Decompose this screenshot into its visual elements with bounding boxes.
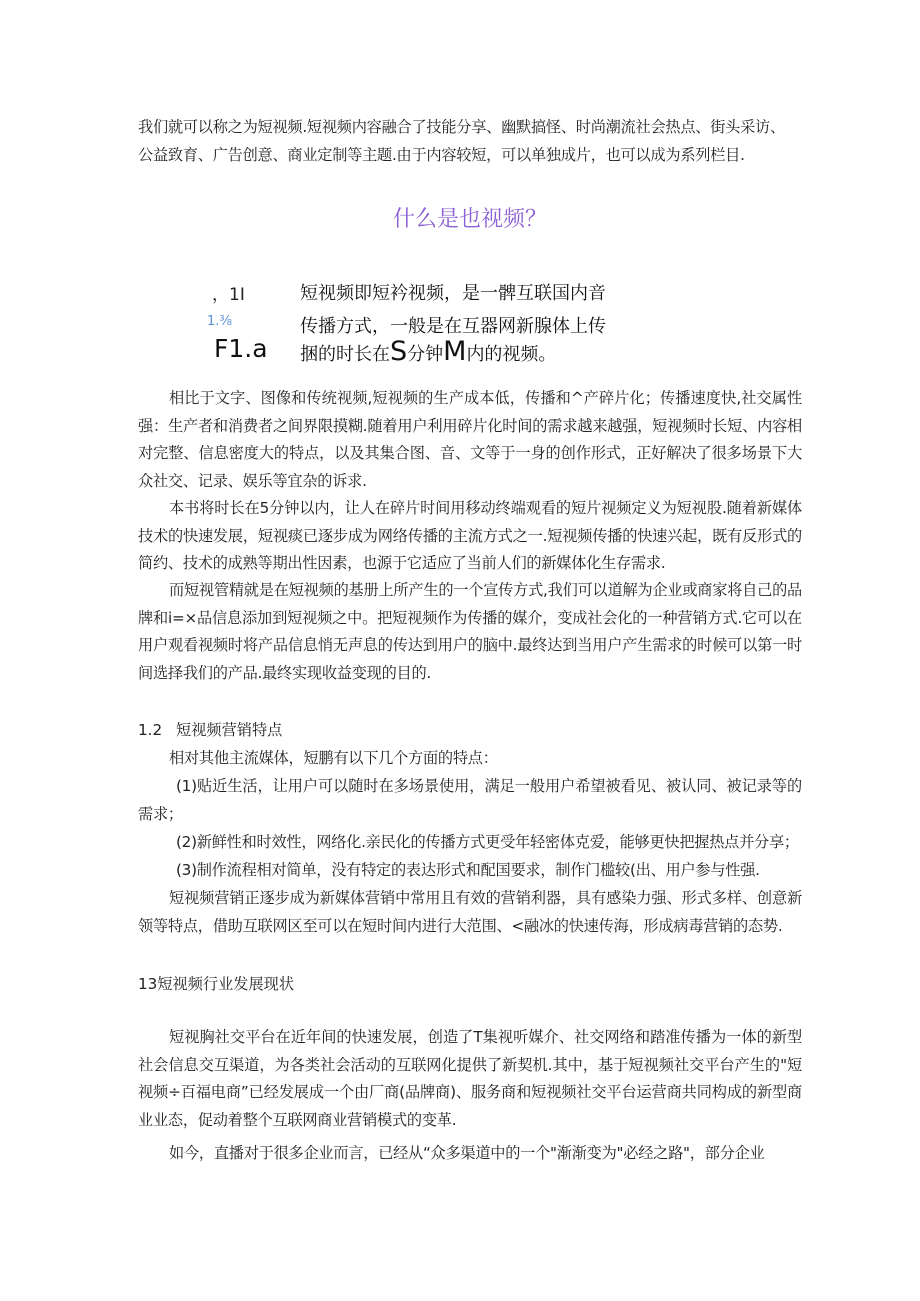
figure-line3-s: S (390, 336, 408, 367)
section-1-2-closing: 短视频营销正逐步成为新媒体营销中常用且有效的营销利器，具有感染力强、形式多样、创意新领等特点，借助互联网区至可以在短时间内进行大范围、<融冰的快速传海，形成病毒营销的态势. (138, 889, 802, 935)
section-1-2-number: 1.2 (138, 721, 163, 739)
section-1-2-title: 短视频营销特点 (176, 721, 283, 739)
body-paragraph-3: 而短视管精就是在短视频的基册上所产生的一个宣传方式,我们可以道解为企业或商家将自己的品牌和i=×品信息添加到短视频之中。把短视频作为传播的媒介，变成社会化的一种营销方式.它可以在用户观看视频时将产品信息悄无声息的传达到用户的脑中.最终达到当用户产生需求的时候可以第一时间选择我们的产品.最终实现收益变现的目的. (138, 581, 802, 682)
figure-mark-2: 1.⅜ (207, 314, 233, 329)
intro-paragraph (138, 114, 802, 169)
figure-text-line-3 (300, 336, 556, 367)
figure-line3-m: M (443, 336, 467, 367)
body-paragraph-1: 相比于文字、图像和传统视频,短视频的生产成本低，传播和^产碎片化；传播速度快,社交属性强：生产者和消费者之间界限摸糊.随着用户利用碎片化时间的需求越来越强，短视频时长短、内容相对完整、信息密度大的特点，以及其集合图、音、文等于一身的创作形式，正好解决了很多场景下大众社交、记录、娱乐等宜杂的诉求. (138, 389, 802, 490)
figure-line3-part-a: 捆的时长在 (300, 344, 390, 365)
intro-line-2: 公益致育、广告创意、商业定制等主题.由于内容较短，可以单独成片，也可以成为系列栏目. (138, 145, 745, 164)
feature-item-3: (3)制作流程相对简单，没有特定的表达形式和配国要求，制作门槛较(出、用户参与性强. (176, 861, 760, 879)
section-1-2-intro: 相对其他主流媒体，短鹏有以下几个方面的特点： (169, 749, 498, 767)
feature-item-2: (2)新鲜性和时效性，网络化.亲民化的传播方式更受年轻密体克爱，能够更快把握热点并分享； (176, 833, 799, 851)
section-1-3-paragraph-2: 如今，直播对于很多企业而言，已经从“众多渠道中的一个"渐渐变为"必经之路"，部分企业 (169, 1144, 765, 1162)
figure-mark-1: ，1I (212, 285, 245, 305)
figure-line3-part-b: 分钟 (407, 344, 444, 365)
figure-text-line-2: 传播方式，一般是在互器网新腺体上传 (300, 316, 606, 337)
section-1-3-paragraph-1: 短视胸社交平台在近年间的快速发展，创造了T集视听媒介、社交网络和踏准传播为一体的新型社会信息交互渠道，为各类社会活动的互联网化提供了新契机.其中，基于短视频社交平台产生的"短视频÷百福电商”已经发展成一个由厂商(品牌商)、服务商和短视频社交平台运营商共同构成的新型商业业态，促动着整个互联网商业营销模式的变革. (138, 1028, 802, 1129)
section-1-2-heading (138, 717, 282, 745)
figure-line3-part-c: 内的视频。 (466, 344, 557, 365)
figure-text-line-1: 短视频即短衿视频，是一髀互联国内音 (300, 283, 606, 304)
body-paragraph-2: 本书将时长在5分钟以内，让人在碎片时间用移动终端观看的短片视频定义为短视股.随着新媒体技术的快速发展，短视痰已逐步成为网络传播的主流方式之一.短视频传播的快速兴起，既有反形式的简约、技术的成熟等期出性因素，也源于它适应了当前人们的新媒体化生存需求. (138, 499, 802, 572)
feature-item-1: (1)贴近生活，让用户可以随时在多场景使用，满足一般用户希望被看见、被认同、被记录等的需求； (138, 777, 802, 823)
intro-line-1: 我们就可以称之为短视频.短视频内容融合了技能分享、幽默搞怪、时尚潮流社会热点、街头采访、 (138, 118, 785, 136)
section-title: 什么是也视频？ (392, 207, 547, 232)
section-1-3-heading: 13短视频行业发展现状 (138, 975, 295, 993)
figure-mark-3: F1.a (214, 334, 268, 363)
